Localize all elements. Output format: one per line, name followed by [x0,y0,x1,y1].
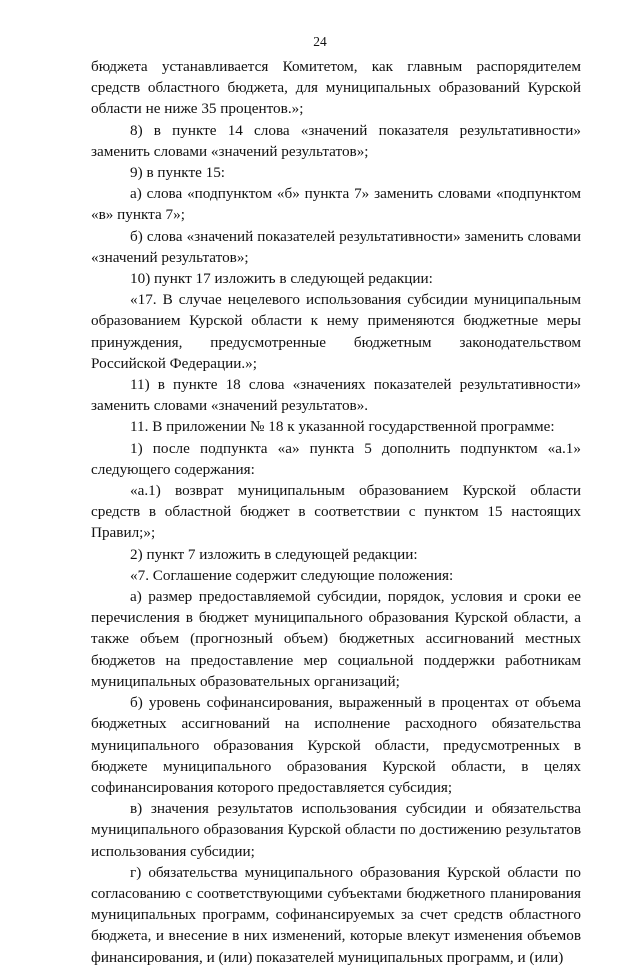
paragraph: г) обязательства муниципального образования Курской области по согласованию с соответствующими субъектами бюджетного планирования муниципальных программ, софинансируемых за счет средств областного бюджета, и внесение в них изменений, которые влекут изменения объемов финансирования, и (или) показателей муниципальных программ, и (или) [91,863,581,966]
page-number: 24 [313,34,327,49]
paragraph: 11. В приложении № 18 к указанной государственной программе: [130,418,555,436]
paragraph: а) размер предоставляемой субсидии, порядок, условия и сроки ее перечисления в бюджет муниципального образования Курской области, а также объем (прогнозный объем) бюджетных ассигнований местных бюджетов на предоставление мер социальной поддержки работникам муниципальных образовательных организаций; [91,588,581,690]
paragraph: «17. В случае нецелевого использования субсидии муниципальным образованием Курской области к нему применяются бюджетные меры принуждения, предусмотренные бюджетным законодательством Российской Федерации.»; [91,291,581,372]
paragraph: 9) в пункте 15: [130,164,226,182]
paragraph: б) уровень софинансирования, выраженный в процентах от объема бюджетных ассигнований на исполнение расходного обязательства муниципального образования Курской области, предусмотренных в бюджете муниципального образования Курской области, в целях софинансирования которого предоставляется субсидия; [91,694,581,796]
paragraph: а) слова «подпунктом «б» пункта 7» заменить словами «подпунктом «в» пункта 7»; [91,185,581,224]
paragraph: 10) пункт 17 изложить в следующей редакции: [130,270,433,288]
paragraph: 11) в пункте 18 слова «значениях показателей результативности» заменить словами «значений результатов». [91,376,581,415]
paragraph: 2) пункт 7 изложить в следующей редакции: [130,545,418,563]
paragraph: 8) в пункте 14 слова «значений показателя результативности» заменить словами «значений результатов»; [91,121,581,160]
paragraph: «а.1) возврат муниципальным образованием Курской области средств в областной бюджет в соответствии с пунктом 15 настоящих Правил;»; [91,482,581,542]
paragraph: бюджета устанавливается Комитетом, как главным распорядителем средств областного бюджета, для муниципальных образований Курской области не ниже 35 процентов.»; [91,58,581,118]
paragraph: в) значения результатов использования субсидии и обязательства муниципального образования Курской области по достижению результатов использования субсидии; [91,800,581,860]
document-body [91,56,581,968]
paragraph: «7. Соглашение содержит следующие положения: [130,566,454,584]
paragraph: 1) после подпункта «а» пункта 5 дополнить подпунктом «а.1» следующего содержания: [91,439,581,478]
paragraph: б) слова «значений показателей результативности» заменить словами «значений результатов»; [91,227,581,266]
